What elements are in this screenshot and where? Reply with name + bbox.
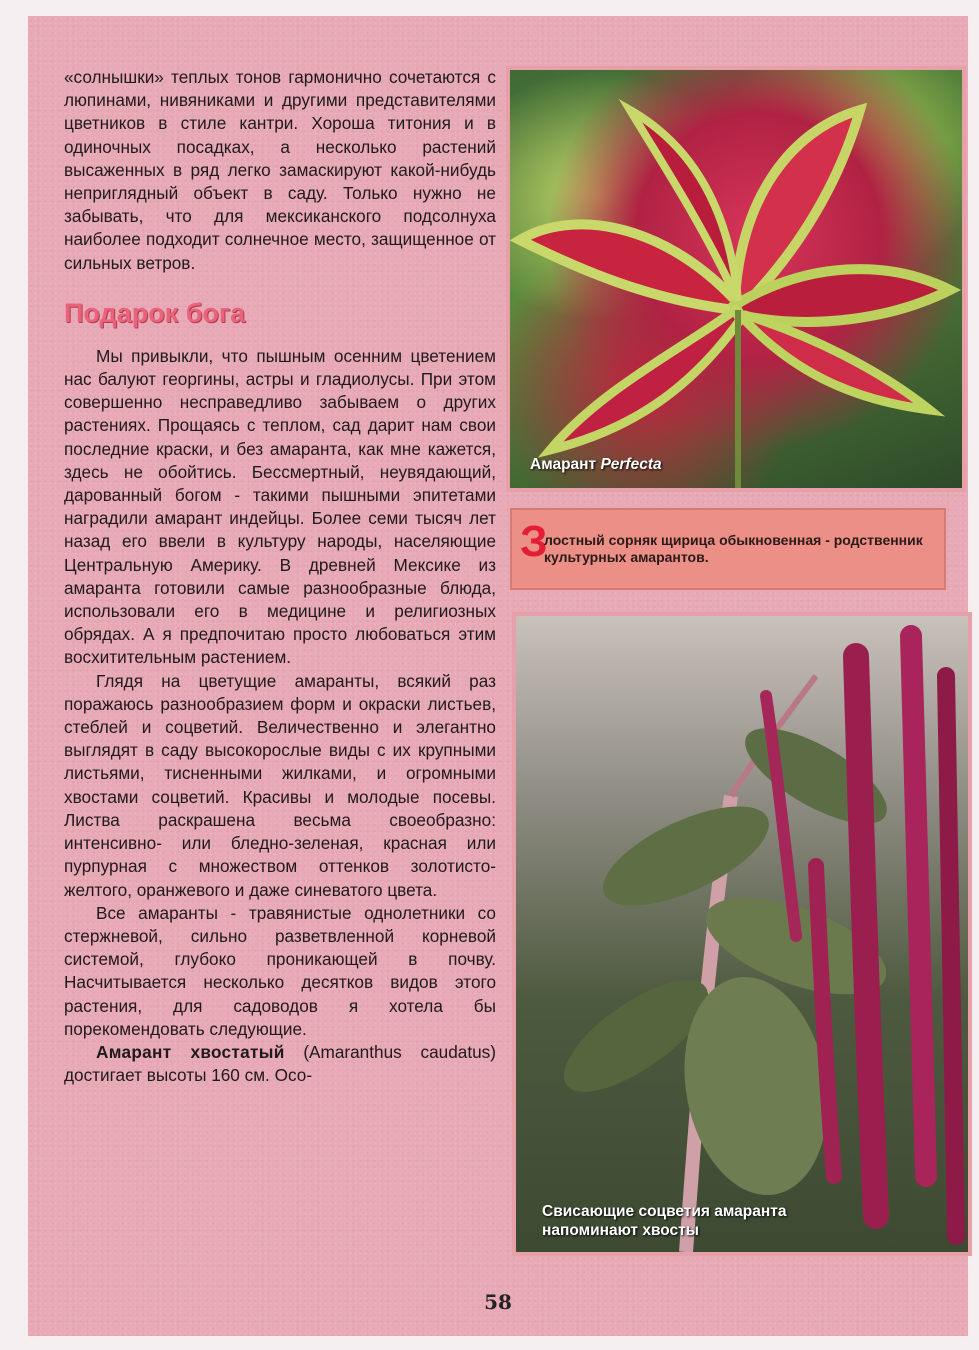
amaranth-perfecta-photo	[506, 66, 966, 492]
paragraph-2: Глядя на цветущие амаранты, всякий раз поражаюсь разнообразием форм и окраски листьев, стеблей и соцветий. Величественно и элегантно выглядят в саду высокорослые виды с их крупными листьями, тисненными жилками, и огромными хвостами соцветий. Красивы и молодые посевы. Листва раскрашена весьма своеобразно: интенсивно- или бледно-зеленая, красная или пурпурная с множеством оттенков золотисто-желтого, оранжевого и даже синеватого цвета.	[64, 670, 496, 900]
hanging-amaranth-photo	[512, 612, 972, 1256]
paragraph-4	[64, 1041, 496, 1087]
photo2-caption: Свисающие соцветия амаранта напоминают хвосты	[542, 1203, 787, 1239]
species-name: Амарант хвостатый	[96, 1041, 285, 1062]
paragraph-3: Все амаранты - травянистые однолетники со стержневой, сильно разветвленной корневой системой, глубоко проникающей в почву. Насчитывается несколько десятков видов этого растения, для садоводов я хотела бы порекомендовать следующие.	[64, 902, 496, 1039]
note-dropcap: З	[520, 517, 548, 566]
intro-paragraph: «солнышки» теплых тонов гармонично сочетаются с люпинами, нивяниками и другими представителями цветников в стиле кантри. Хороша титония и в одиночных посадках, а несколько растений высаженных в ряд легко замаскируют какой-нибудь неприглядный объект в саду. Только нужно не забывать, что для мексиканского подсолнуха наиболее подходит солнечное место, защищенное от сильных ветров.	[64, 67, 496, 273]
section-heading: Подарок бога	[64, 297, 246, 328]
page-number: 58	[484, 1290, 512, 1314]
article-column	[64, 66, 496, 1087]
leaf-illustration	[510, 70, 962, 488]
note-text: лостный сорняк щирица обыкновенная - родственник культурных амарантов.	[544, 532, 923, 565]
paragraph-1: Мы привыкли, что пышным осенним цветением нас балуют георгины, астры и гладиолусы. При этом совершенно несправедливо забываем о других растениях. Прощаясь с теплом, сад дарит нам свои последние краски, и без амаранта, как мне кажется, здесь не обойтись. Бессмертный, неувядающий, дарованный богом - такими пышными эпитетами наградили амарант индейцы. Более семи тысяч лет назад его ввели в культуру народы, населяющие Центральную Америку. В древней Мексике из амаранта готовили самые разнообразные блюда, использовали его в медицине и религиозных обрядах. А я предпочитаю просто любоваться этим восхитительным растением.	[64, 345, 496, 668]
magazine-page	[28, 16, 968, 1336]
species-description: (Amaranthus caudatus) достигает высоты 160 см. Осо-	[64, 1041, 496, 1086]
tassel-illustration	[516, 616, 968, 1252]
weed-note-box	[510, 508, 946, 590]
photo1-caption: Амарант Perfecta	[530, 456, 662, 473]
